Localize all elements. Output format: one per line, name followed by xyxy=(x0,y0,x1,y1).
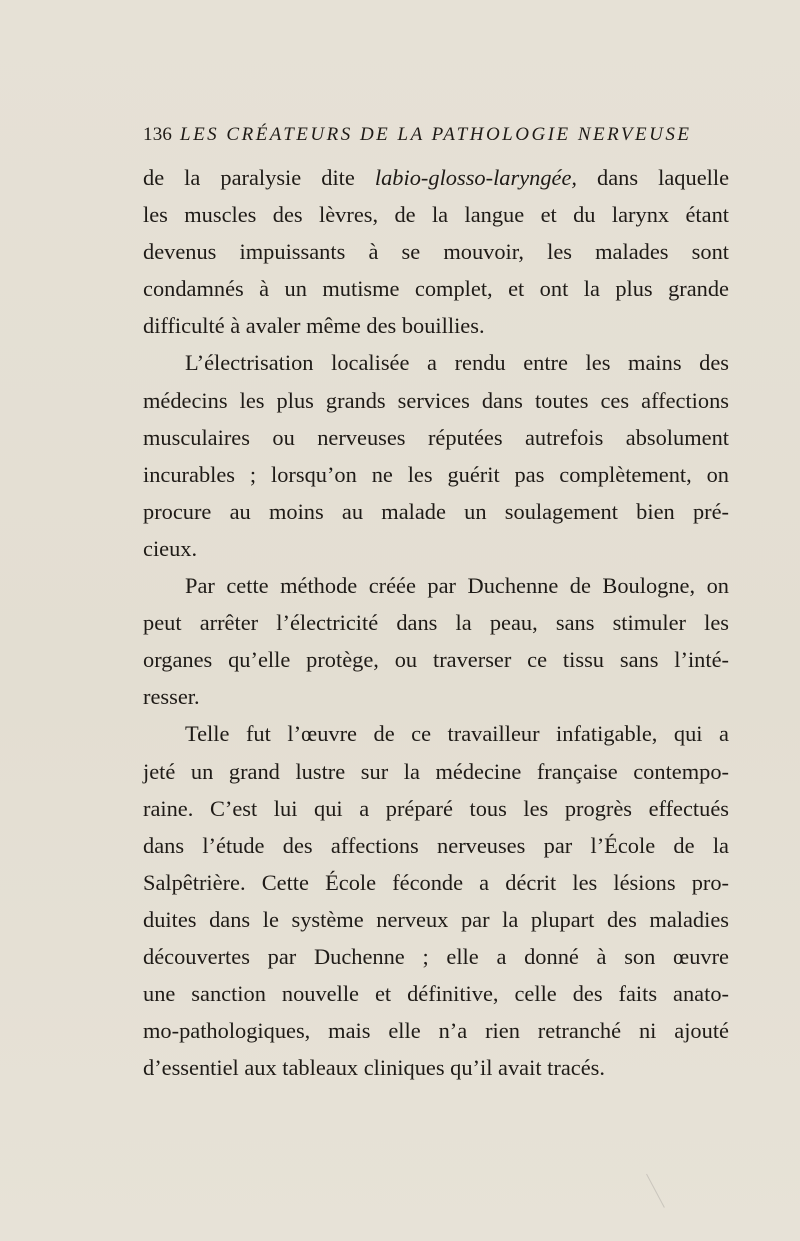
text-line: d’essentiel aux tableaux cliniques qu’il avait tracés. xyxy=(143,1055,605,1081)
text-line: les muscles des lèvres, de la langue et du larynx étant xyxy=(143,202,729,228)
text-line: procure au moins au malade un soulagement bien pré- xyxy=(143,498,729,524)
text-line: médecins les plus grands services dans toutes ces affections xyxy=(143,387,729,413)
text-line: duites dans le système nerveux par la plupart des maladies xyxy=(143,906,729,932)
line-1-before: de la paralysie dite xyxy=(143,165,375,190)
text-line: musculaires ou nerveuses réputées autrefois absolument xyxy=(143,424,729,450)
body-text xyxy=(143,159,729,1086)
text-line: Salpêtrière. Cette École féconde a décrit les lésions pro- xyxy=(143,869,729,895)
paragraph-first-line: Par cette méthode créée par Duchenne de Boulogne, on xyxy=(185,573,729,599)
line-1-after: dans laquelle xyxy=(577,165,730,190)
text-line: jeté un grand lustre sur la médecine française contempo- xyxy=(143,758,729,784)
italic-term: labio-glosso-laryngée, xyxy=(374,165,577,190)
page-number: 136 xyxy=(143,124,173,145)
running-title: LES CRÉATEURS DE LA PATHOLOGIE NERVEUSE xyxy=(180,124,692,145)
text-line: raine. C’est lui qui a préparé tous les progrès effectués xyxy=(143,795,729,821)
paragraph-first-line: L’électrisation localisée a rendu entre les mains des xyxy=(185,350,729,376)
text-line: condamnés à un mutisme complet, et ont la plus grande xyxy=(143,276,729,302)
text-line: découvertes par Duchenne ; elle a donné à son œuvre xyxy=(143,943,729,969)
text-line: organes qu’elle protège, ou traverser ce tissu sans l’inté- xyxy=(143,647,729,673)
page-header xyxy=(143,124,733,148)
text-line: dans l’étude des affections nerveuses par l’École de la xyxy=(143,832,729,858)
text-line: cieux. xyxy=(143,535,198,561)
text-line: une sanction nouvelle et définitive, celle des faits anato- xyxy=(143,981,729,1007)
text-line: peut arrêter l’électricité dans la peau, sans stimuler les xyxy=(143,610,729,636)
text-line: difficulté à avaler même des bouillies. xyxy=(143,313,485,339)
text-line: resser. xyxy=(143,684,200,710)
text-line xyxy=(143,159,729,196)
text-line: devenus impuissants à se mouvoir, les malades sont xyxy=(143,239,729,265)
paper-mark xyxy=(646,1166,679,1208)
paragraph-first-line: Telle fut l’œuvre de ce travailleur infatigable, qui a xyxy=(185,721,729,747)
text-line: incurables ; lorsqu’on ne les guérit pas complètement, on xyxy=(143,461,729,487)
text-line: mo-pathologiques, mais elle n’a rien retranché ni ajouté xyxy=(143,1018,729,1044)
